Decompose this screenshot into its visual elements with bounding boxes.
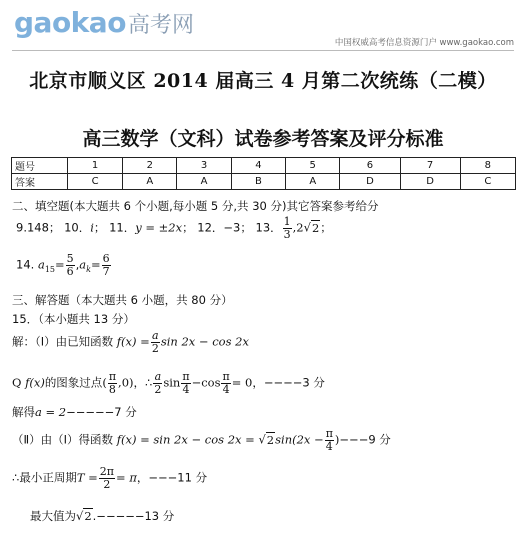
fraction	[153, 371, 162, 395]
fraction-denominator: 8	[108, 382, 116, 396]
fraction-numerator: π	[325, 427, 333, 440]
step4-sin: sin(2x −	[275, 432, 324, 447]
solution-step-4	[12, 428, 391, 452]
fraction-numerator: 5	[66, 252, 74, 265]
step5-rhs: = π	[116, 470, 137, 485]
point-close: ,0)	[118, 375, 134, 390]
step2-therefore: ，∴	[133, 375, 153, 390]
row-label-number: 题号	[12, 158, 68, 174]
cos-label: −cos	[191, 375, 221, 390]
question-number-cell: 7	[400, 158, 460, 174]
step3-text: 解得	[12, 405, 35, 419]
sqrt-radicand: 2	[84, 509, 92, 523]
sqrt-expression: √2	[258, 432, 275, 447]
fraction-denominator: 4	[325, 439, 333, 453]
fraction-denominator: 2	[154, 382, 162, 396]
sqrt-expression: √2	[76, 509, 92, 523]
site-slogan: 中国权威高考信息资源门户 www.gaokao.com	[334, 38, 514, 48]
step5-score: ，−−−11 分	[136, 470, 208, 485]
question-number-cell: 8	[460, 158, 515, 174]
answer-cell: B	[231, 174, 285, 190]
step2-symbol: Q	[12, 375, 22, 390]
answer-10-value: i	[90, 220, 94, 235]
fill-answers-line-2: 14. $a_{15}=$ $\frac{5}{6}$ $,a_k=$ $\frac{6}{7}$	[16, 252, 110, 278]
logo-latin-text: gaokao	[14, 6, 126, 39]
question-number-cell: 4	[231, 158, 285, 174]
answer-13-middle: ,2	[292, 220, 304, 235]
step4-close: )	[334, 432, 340, 447]
fraction-numerator: π	[182, 370, 190, 383]
fraction	[221, 371, 230, 395]
section2-heading: 二、填空题(本大题共 6 个小题,每小题 5 分,共 30 分)其它答案参考给分	[12, 199, 379, 213]
question-number-cell: 2	[123, 158, 177, 174]
section3-heading: 三、解答题（本大题共 6 小题，共 80 分）	[12, 293, 233, 307]
fraction-numerator: 1	[283, 215, 291, 228]
answer-cell: A	[286, 174, 340, 190]
page-header	[0, 0, 526, 48]
answer-cell: D	[400, 174, 460, 190]
fraction-numerator: a	[152, 329, 159, 342]
fraction-denominator: 3	[283, 227, 291, 241]
fraction-denominator: 7	[102, 264, 110, 278]
answer-table	[11, 157, 516, 190]
step2-score: ，−−−−3 分	[252, 375, 325, 390]
step4-math: f(x) = sin 2x − cos 2x =	[116, 432, 255, 447]
fraction	[66, 253, 75, 277]
fraction-denominator: 2	[103, 477, 111, 491]
answer-cell: A	[123, 174, 177, 190]
sin-label: sin	[163, 375, 181, 390]
row-label-answer: 答案	[12, 174, 68, 190]
solution-step-5	[12, 466, 207, 490]
answer-14-label: 14.	[16, 257, 35, 272]
fill-answers-line-1	[16, 216, 332, 240]
question-15-heading: 15．（本小题共 13 分）	[12, 312, 135, 326]
ak-symbol: a	[79, 257, 87, 272]
a15-subscript: 15	[44, 264, 55, 274]
step6-text: 最大值为	[30, 509, 76, 523]
question-number-cell: 6	[340, 158, 400, 174]
answer-cell: C	[460, 174, 515, 190]
logo-chinese-text: 高考网	[127, 13, 194, 38]
step1-rhs: sin 2x − cos 2x	[160, 334, 249, 349]
question-number-cell: 3	[177, 158, 231, 174]
step2-equals: = 0	[231, 375, 253, 390]
document-subtitle: 高三数学（文科）试卷参考答案及评分标准	[82, 128, 444, 150]
solution-step-6	[30, 508, 174, 524]
answer-12: 12．−3；	[197, 220, 252, 235]
step4-text: （Ⅱ）由（Ⅰ）得函数	[12, 432, 114, 447]
sqrt-expression: √2	[303, 220, 320, 235]
step4-score: −−−9 分	[339, 432, 391, 447]
fraction-numerator: 6	[102, 252, 110, 265]
answer-13-label: 13．	[255, 220, 282, 235]
fraction-denominator: 6	[66, 264, 74, 278]
answer-cell: D	[340, 174, 400, 190]
fraction	[102, 253, 111, 277]
document-title: 北京市顺义区 2014 届高三 4 月第二次统练（二模）	[29, 70, 497, 92]
sqrt-radicand: 2	[266, 432, 275, 447]
fraction	[181, 371, 190, 395]
answer-11-sep: ；	[182, 220, 194, 235]
answer-10-sep: ；	[93, 220, 106, 235]
gaokao-logo	[14, 6, 194, 39]
answer-14-sep: ,	[75, 257, 80, 272]
step2-text: 的图象过点	[44, 375, 103, 390]
answer-13-sep: ；	[320, 220, 332, 235]
ak-subscript: k	[86, 264, 92, 274]
solution-step-2	[12, 371, 325, 395]
fraction-denominator: 4	[222, 382, 230, 396]
answer-11-label: 11．	[109, 220, 136, 235]
solution-step-1	[12, 330, 249, 354]
fraction	[99, 466, 115, 490]
fraction	[283, 216, 292, 240]
answer-9: 9.148；	[16, 220, 61, 235]
point-open: (	[102, 375, 107, 390]
fraction	[151, 330, 160, 354]
solution-step-3	[12, 404, 137, 420]
step3-math: a = 2	[35, 405, 67, 419]
fraction-denominator: 2	[151, 341, 159, 355]
fraction-numerator: a	[154, 370, 162, 383]
fraction-numerator: π	[222, 370, 230, 383]
question-number-cell: 5	[286, 158, 340, 174]
a15-symbol: a	[37, 257, 45, 272]
question-number-cell: 1	[68, 158, 123, 174]
step1-text: 解：（Ⅰ）由已知函数	[12, 334, 114, 349]
answer-11-value: y = ±2x	[135, 220, 183, 235]
answer-table-answer-row	[12, 174, 516, 190]
fraction	[325, 428, 334, 452]
step1-lhs: f(x) =	[116, 334, 150, 349]
fraction-numerator: π	[108, 370, 117, 383]
header-divider	[12, 50, 514, 51]
step5-text: ∴最小正周期	[12, 470, 77, 485]
step3-score: −−−−−7 分	[66, 405, 137, 419]
answer-10-label: 10．	[64, 220, 91, 235]
sqrt-radicand: 2	[311, 220, 320, 235]
fraction-denominator: 4	[182, 382, 190, 396]
answer-table-number-row	[12, 158, 516, 174]
step6-score: .−−−−−13 分	[92, 509, 175, 523]
fraction	[108, 371, 117, 395]
answer-cell: C	[68, 174, 123, 190]
fraction-numerator: 2π	[99, 465, 115, 478]
step2-fx: f(x)	[25, 375, 45, 390]
step5-lhs: T =	[76, 470, 98, 485]
answer-cell: A	[177, 174, 231, 190]
